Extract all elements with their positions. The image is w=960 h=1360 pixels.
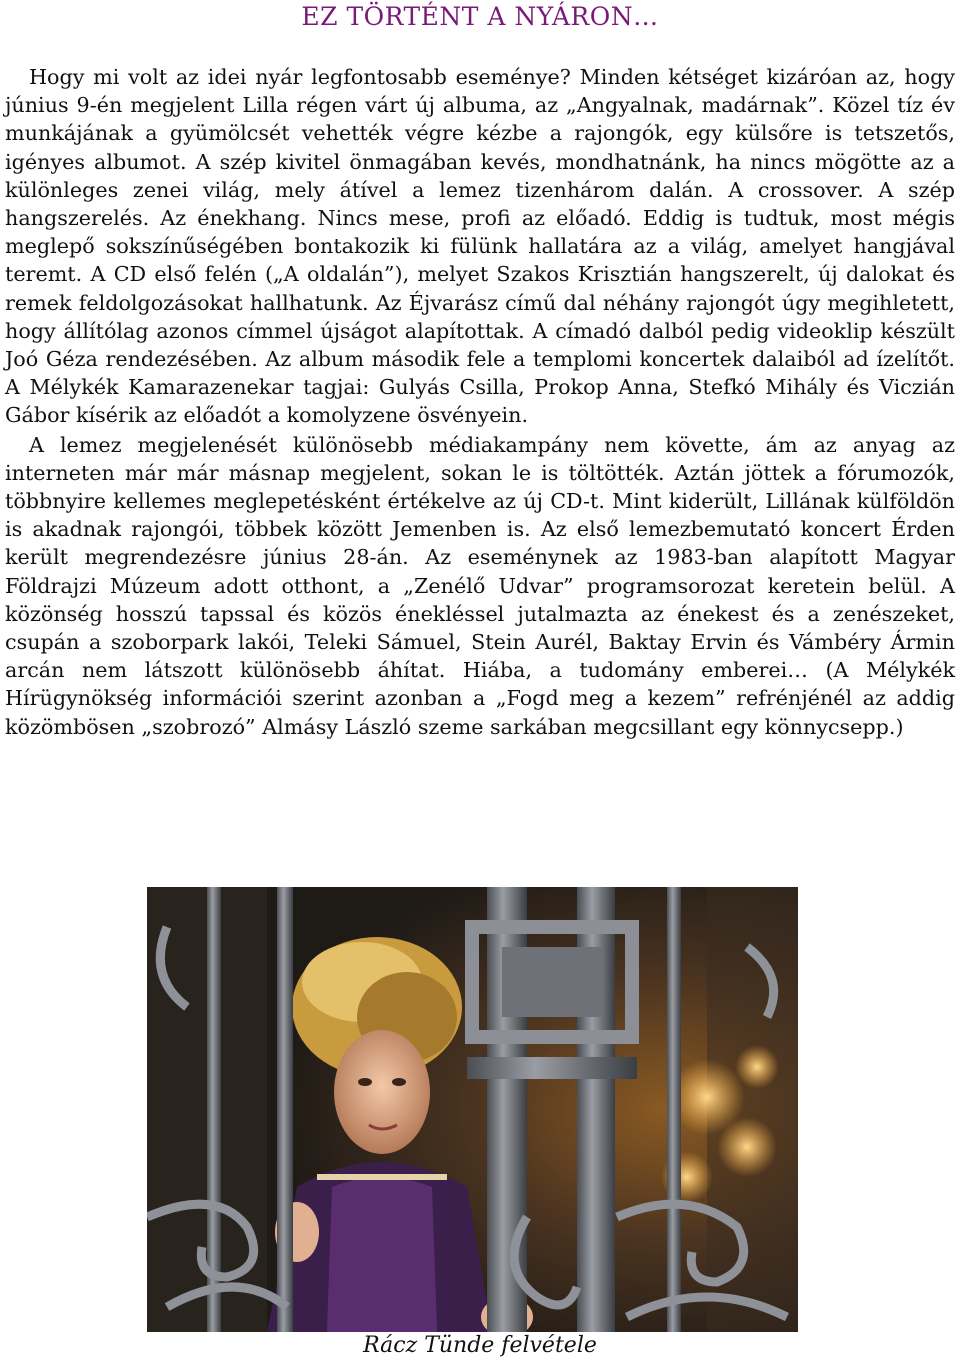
paragraph-1: Hogy mi volt az idei nyár legfontosabb eseménye? Minden kétséget kizáróan az, hogy június 9-én megjelent Lilla régen várt új albuma, az „Angyalnak, madárnak”. Közel tíz év munkájának a gyümölcsét vehették végre kézbe a rajongók, egy külsőre is tetszetős, igényes albumot. A szép kivitel önmagában kevés, mondhatnánk, ha nincs mögötte az a különleges zenei világ, mely átível a lemez tizenhárom dalán. A crossover. A szép hangszerelés. Az énekhang. Nincs mese, profi az előadó. Eddig is tudtuk, most mégis meglepő sokszínűségében bontakozik ki fülünk hallatára az a világ, amelyet hangjával teremt. A CD első felén („A oldalán”), melyet Szakos Krisztián hangszerelt, új dalokat és remek feldolgozásokat hallhatunk. Az Éjvarász című dal néhány rajongót úgy megihletett, hogy állítólag azonos címmel újságot alapítottak. A címadó dalból pedig videoklip készült Joó Géza rendezésében. Az album második fele a templomi koncertek dalaiból ad ízelítőt. A Mélykék Kamarazenekar tagjai: Gulyás Csilla, Prokop Anna, Stefkó Mihály és Viczián Gábor kísérik az előadót a komolyzene ösvényein. [5,65,955,428]
article-title: EZ TÖRTÉNT A NYÁRON… [301,2,659,31]
photo-illustration [147,887,798,1332]
concert-photo [147,887,798,1332]
paragraph-2: A lemez megjelenését különösebb médiakampány nem követte, ám az anyag az interneten már már másnap megjelent, sokan le is töltötték. Aztán jöttek a fórumozók, többnyire kellemes meglepetésként értékelve az új CD-t. Mint kiderült, Lillának külföldön is akadnak rajongói, többek között Jemenben is. Az első lemezbemutató koncert Érden került megrendezésre június 28-án. Az eseménynek az 1983-ban alapított Magyar Földrajzi Múzeum adott otthont, a „Zenélő Udvar” programsorozat keretein belül. A közönség hosszú tapssal és közös énekléssel jutalmazta az énekest és a zenészeket, csupán a szoborpark lakói, Teleki Sámuel, Stein Aurél, Baktay Ervin és Vámbéry Ármin arcán nem látszott különösebb áhítat. Hiába, a tudomány emberei… (A Mélykék Hírügynökség információi szerint azonban a „Fogd meg a kezem” refrénjénél az addig közömbösen „szobrozó” Almásy László szeme sarkában megcsillant egy könnycsepp.) [5,432,955,739]
article-body [5,63,955,742]
photo-caption: Rácz Tünde felvétele [363,1333,597,1358]
